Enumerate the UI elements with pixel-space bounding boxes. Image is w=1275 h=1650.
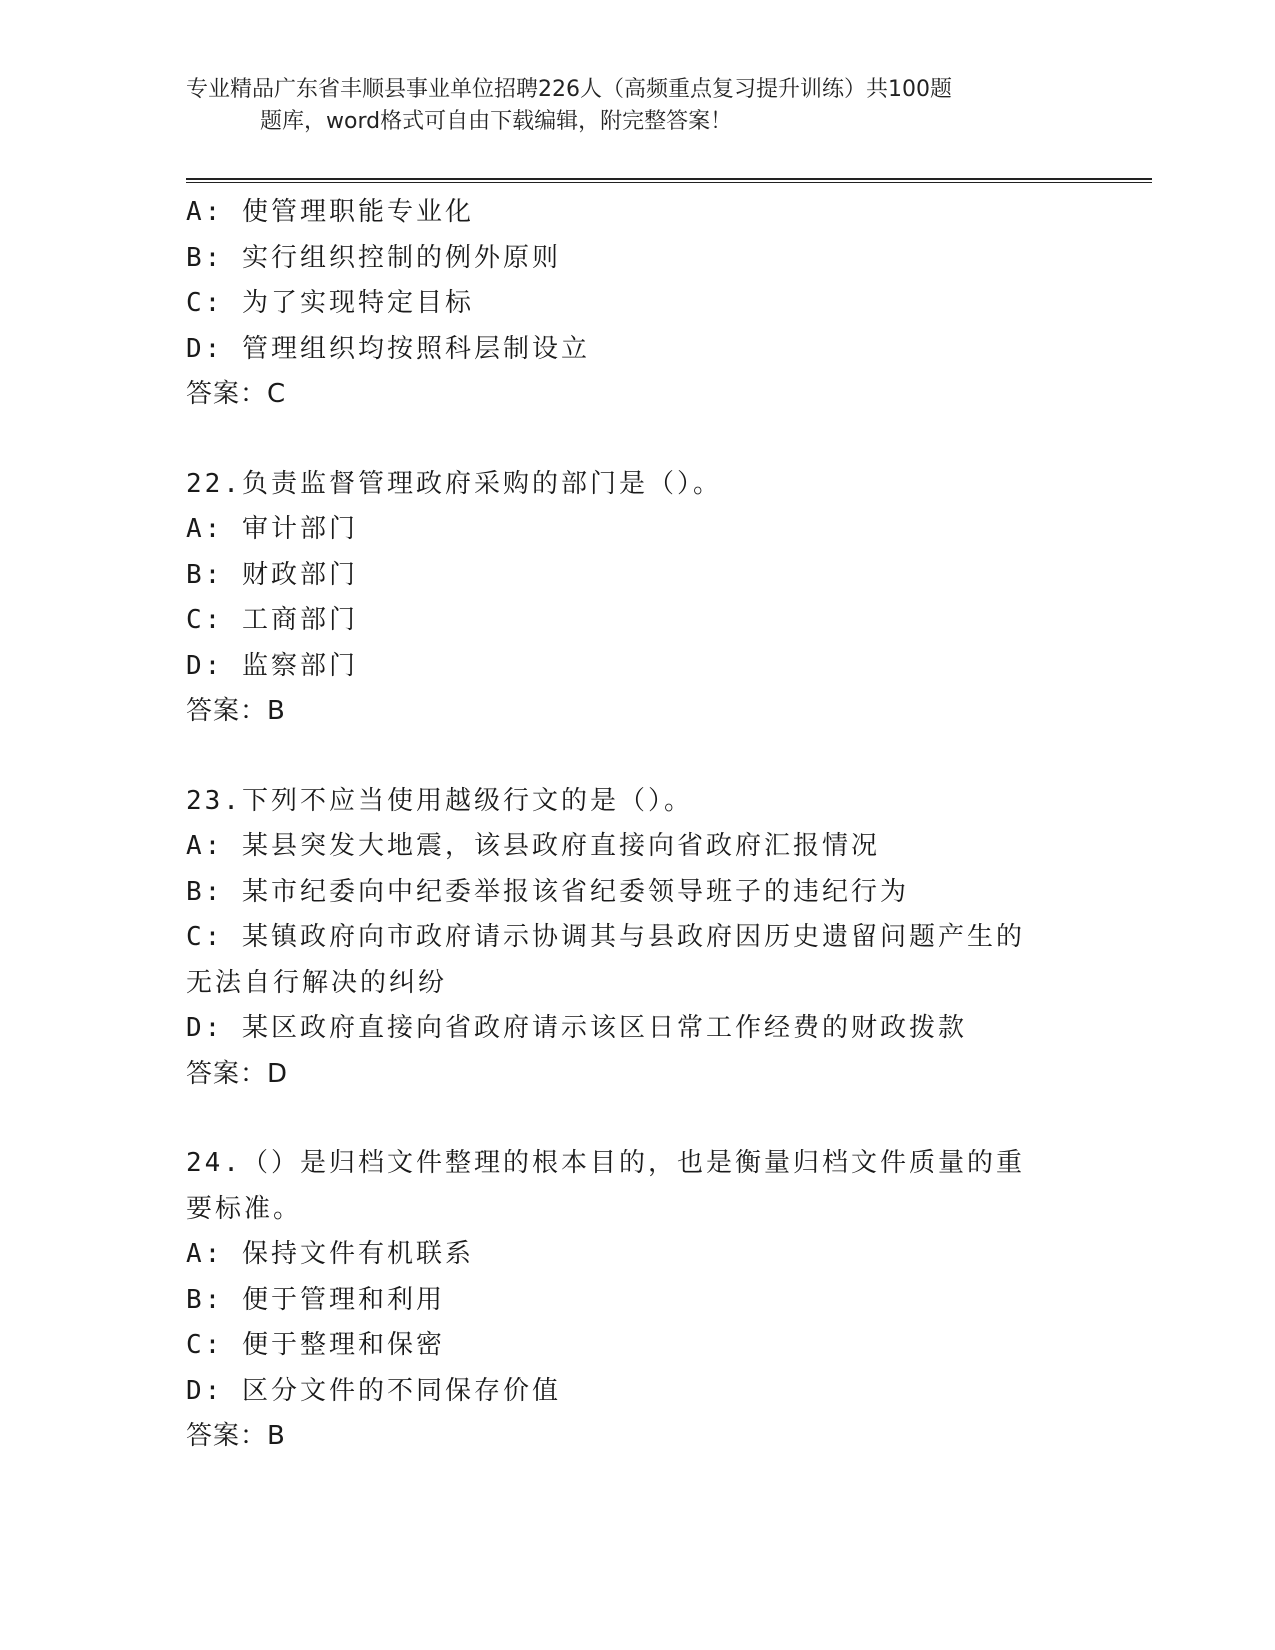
option-c: C: 工商部门: [186, 605, 358, 635]
question-21: [186, 190, 1086, 418]
option-a: A: 使管理职能专业化: [186, 197, 474, 227]
option-d: D: 监察部门: [186, 650, 358, 681]
answer: 答案：D: [186, 1058, 289, 1089]
spacer: [186, 1097, 1086, 1141]
question-text: 22.负责监督管理政府采购的部门是（）。: [186, 468, 722, 499]
option-a: A: 某县突发大地震，该县政府直接向省政府汇报情况: [186, 831, 880, 861]
option-c: C: 为了实现特定目标: [186, 288, 474, 318]
option-a: A: 保持文件有机联系: [186, 1239, 474, 1269]
question-text: 23.下列不应当使用越级行文的是（）。: [186, 785, 693, 816]
answer: 答案：B: [186, 696, 286, 726]
answer: 答案：B: [186, 1421, 286, 1451]
option-b: B: 便于管理和利用: [186, 1284, 445, 1315]
question-24: [186, 1141, 1086, 1460]
spacer: [186, 418, 1086, 462]
question-22: [186, 462, 1086, 735]
header-divider: [186, 178, 1152, 183]
option-a: A: 审计部门: [186, 514, 358, 544]
option-b: B: 实行组织控制的例外原则: [186, 242, 561, 273]
header-title-line1: 专业精品广东省丰顺县事业单位招聘226人（高频重点复习提升训练）共100题: [186, 77, 952, 102]
spacer: [186, 735, 1086, 779]
question-23: [186, 779, 1086, 1098]
option-d: D: 管理组织均按照科层制设立: [186, 333, 590, 364]
option-b: B: 财政部门: [186, 559, 358, 590]
questions-content: [186, 190, 1086, 1460]
option-d: D: 某区政府直接向省政府请示该区日常工作经费的财政拨款: [186, 1013, 967, 1043]
option-b: B: 某市纪委向中纪委举报该省纪委领导班子的违纪行为: [186, 876, 909, 907]
option-d: D: 区分文件的不同保存价值: [186, 1375, 561, 1406]
question-text: 24.（）是归档文件整理的根本目的，也是衡量归档文件质量的重要标准。: [186, 1148, 1025, 1224]
header-title-line2: 题库，word格式可自由下载编辑，附完整答案！: [260, 109, 733, 134]
option-c: C: 便于整理和保密: [186, 1330, 445, 1360]
option-c: C: 某镇政府向市政府请示协调其与县政府因历史遗留问题产生的无法自行解决的纠纷: [186, 922, 1025, 998]
answer: 答案：C: [186, 379, 287, 409]
document-header: [186, 74, 1066, 138]
